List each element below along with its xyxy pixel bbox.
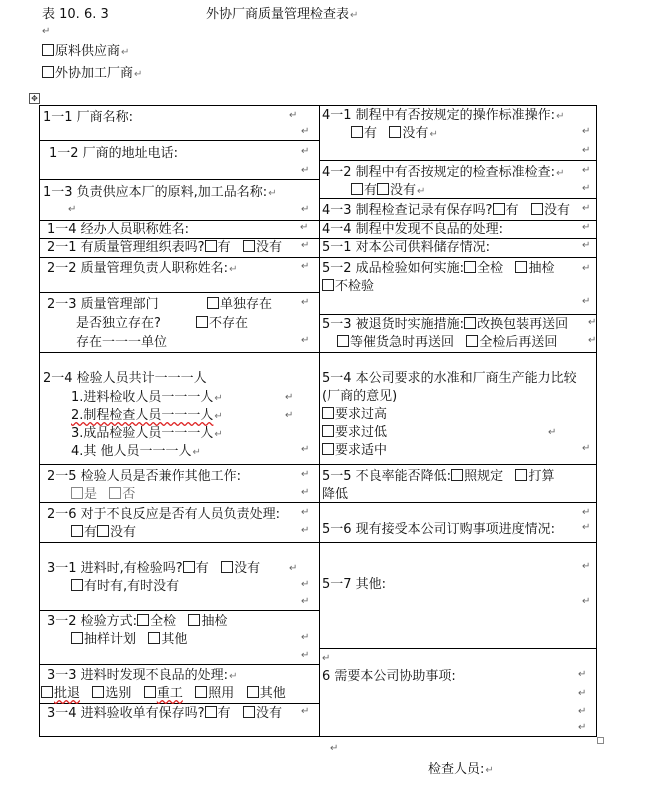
inspector-process: 2.制程检查人员一一一人↵ xyxy=(71,408,223,423)
checkbox-icon[interactable] xyxy=(243,706,255,718)
q5-3-options: 等催货急时再送回 全检后再送回 xyxy=(337,335,557,351)
q5-5-defect-rate-reduction: 5一5 不良率能否降低: 照规定 打算 xyxy=(322,469,555,484)
table-resize-handle-icon[interactable] xyxy=(597,737,604,744)
inspector-other: 4.其 他人员一一一人↵ xyxy=(71,444,201,459)
checkbox-icon[interactable] xyxy=(243,240,255,252)
checkbox-icon[interactable] xyxy=(205,240,217,252)
checkbox-icon[interactable] xyxy=(322,425,334,437)
checkbox-icon[interactable] xyxy=(221,561,233,573)
checkbox-icon[interactable] xyxy=(389,126,401,138)
q5-4-capability-comparison: 5一4 本公司要求的水准和厂商生产能力比较 xyxy=(322,371,577,386)
q5-2-finished-inspection: 5一2 成品检验如何实施: 全检 抽检 xyxy=(322,261,555,276)
q5-2-no-inspection: 不检验 xyxy=(322,279,374,295)
checkbox-icon[interactable] xyxy=(322,407,334,419)
checkbox-icon[interactable] xyxy=(377,183,389,195)
checkbox-icon[interactable] xyxy=(41,686,53,698)
checkbox-icon[interactable] xyxy=(71,632,83,644)
q2-4-inspector-count: 2一4 检验人员共计一一一人 xyxy=(43,371,207,386)
page-title: 外协厂商质量管理检查表↵ xyxy=(206,7,359,22)
q4-3-record-retention: 4一3 制程检查记录有保存吗? 有 没有 xyxy=(322,203,571,218)
q2-1-qc-org-chart: 2一1 有质量管理组织表吗? 有 没有 xyxy=(47,240,283,255)
column-divider xyxy=(319,105,320,737)
q5-3-return-measures: 5一3 被退货时实施措施: 改换包装再送回 xyxy=(322,317,569,332)
q5-1-material-storage: 5一1 对本公司供料储存情况: xyxy=(322,240,491,255)
checkbox-icon[interactable] xyxy=(188,614,200,626)
checkbox-icon[interactable] xyxy=(71,579,83,591)
table-number: 表 10. 6. 3 xyxy=(42,7,109,22)
q4-1-options: 有 没有↵ xyxy=(351,126,438,143)
q3-2-options: 抽样计划 其他 xyxy=(71,632,187,648)
q4-2-inspection-standard: 4一2 制程中有否按规定的检查标准检查:↵ xyxy=(322,165,565,180)
field-contact-person: 1一4 经办人员职称姓名: xyxy=(47,222,190,237)
checkbox-icon[interactable] xyxy=(466,335,478,347)
checkbox-icon[interactable] xyxy=(109,487,121,499)
checkbox-icon[interactable] xyxy=(183,561,195,573)
option-too-low[interactable]: 要求过低 xyxy=(322,425,387,441)
q4-4-process-defect-handling: 4一4 制程中发现不良品的处理: xyxy=(322,222,504,237)
q3-1-sometimes: 有时有,有时没有 xyxy=(71,579,179,595)
q2-5-options: 是 否 xyxy=(71,487,135,503)
q2-3-independent-question: 是否独立存在? xyxy=(76,316,161,331)
q2-2-qc-manager: 2一2 质量管理负责人职称姓名:↵ xyxy=(47,261,238,276)
table-move-handle-icon[interactable]: ✥ xyxy=(29,93,40,104)
option-too-high[interactable]: 要求过高 xyxy=(322,407,387,423)
option-independent[interactable]: 单独存在 xyxy=(207,297,272,313)
q3-1-incoming-inspection: 3一1 进料时,有检验吗? 有 没有 xyxy=(47,561,261,576)
checkbox-icon[interactable] xyxy=(205,706,217,718)
checkbox-icon[interactable] xyxy=(137,614,149,626)
checkbox-icon[interactable] xyxy=(493,203,505,215)
field-vendor-name: 1一1 厂商名称: xyxy=(43,110,134,125)
checkbox-icon[interactable] xyxy=(515,261,527,273)
checkbox-icon[interactable] xyxy=(464,261,476,273)
q4-2-options: 有 没有↵ xyxy=(351,183,425,200)
q3-2-inspection-method: 3一2 检验方式: 全检 抽检 xyxy=(47,614,228,629)
checkbox-icon[interactable] xyxy=(195,686,207,698)
checkbox-icon[interactable] xyxy=(515,469,527,481)
checkbox-icon[interactable] xyxy=(92,686,104,698)
option-appropriate[interactable]: 要求适中 xyxy=(322,443,387,459)
q5-4-vendor-opinion: (厂商的意见) xyxy=(322,389,398,404)
q6-assistance-needed: 6 需要本公司协助事项: xyxy=(322,669,456,684)
inspector-signature-field: 检查人员:↵ xyxy=(428,762,494,777)
checkbox-icon[interactable] xyxy=(247,686,259,698)
checkbox-icon[interactable] xyxy=(451,469,463,481)
q3-3-options: 批退 选别 重工 照用 其他 xyxy=(41,686,286,702)
field-supplied-materials: 1一3 负责供应本厂的原料,加工品名称:↵ xyxy=(43,185,277,200)
checkbox-icon[interactable] xyxy=(42,44,54,56)
checkbox-icon[interactable] xyxy=(144,686,156,698)
q4-1-operation-standard: 4一1 制程中有否按规定的操作标准操作:↵ xyxy=(322,108,565,123)
paragraph-mark-icon: ↵ xyxy=(42,26,51,37)
q5-7-other: 5一7 其他: xyxy=(322,577,387,592)
checkbox-icon[interactable] xyxy=(71,487,83,499)
checkbox-icon[interactable] xyxy=(148,632,160,644)
inspector-finished: 3.成品检验人员一一一人↵ xyxy=(71,426,223,441)
q2-5-dual-duty: 2一5 检验人员是否兼作其他工作: xyxy=(47,469,242,484)
q2-6-defect-handler: 2一6 对于不良反应是否有人员负责处理: xyxy=(47,507,281,522)
inspector-incoming: 1.进料检收人员一一一人↵ xyxy=(71,390,223,405)
vendor-type-outsourced[interactable]: 外协加工厂商↵ xyxy=(42,66,142,83)
vendor-type-raw-material[interactable]: 原料供应商↵ xyxy=(42,44,129,61)
q5-6-order-progress: 5一6 现有接受本公司订购事项进度情况: xyxy=(322,522,556,537)
q3-4-receipt-retention: 3一4 进料验收单有保存吗? 有 没有 xyxy=(47,706,283,721)
checkbox-icon[interactable] xyxy=(337,335,349,347)
checkbox-icon[interactable] xyxy=(322,443,334,455)
q2-3-qc-department: 2一3 质量管理部门 xyxy=(47,297,159,312)
checkbox-icon[interactable] xyxy=(42,66,54,78)
checkbox-icon[interactable] xyxy=(207,297,219,309)
checkbox-icon[interactable] xyxy=(322,279,334,291)
option-not-exist[interactable]: 不存在 xyxy=(196,316,248,332)
checkbox-icon[interactable] xyxy=(531,203,543,215)
checkbox-icon[interactable] xyxy=(97,525,109,537)
checkbox-icon[interactable] xyxy=(351,183,363,195)
checkbox-icon[interactable] xyxy=(464,317,476,329)
checkbox-icon[interactable] xyxy=(71,525,83,537)
checkbox-icon[interactable] xyxy=(351,126,363,138)
checkbox-icon[interactable] xyxy=(196,316,208,328)
q5-5-reduce: 降低 xyxy=(322,487,349,502)
q2-3-existing-unit: 存在一一一单位 xyxy=(76,335,168,350)
q2-6-options: 有 没有 xyxy=(71,525,136,541)
field-vendor-address-phone: 1一2 厂商的地址电话: xyxy=(49,146,179,161)
q3-3-incoming-defect-handling: 3一3 进料时发现不良品的处理:↵ xyxy=(47,668,238,683)
